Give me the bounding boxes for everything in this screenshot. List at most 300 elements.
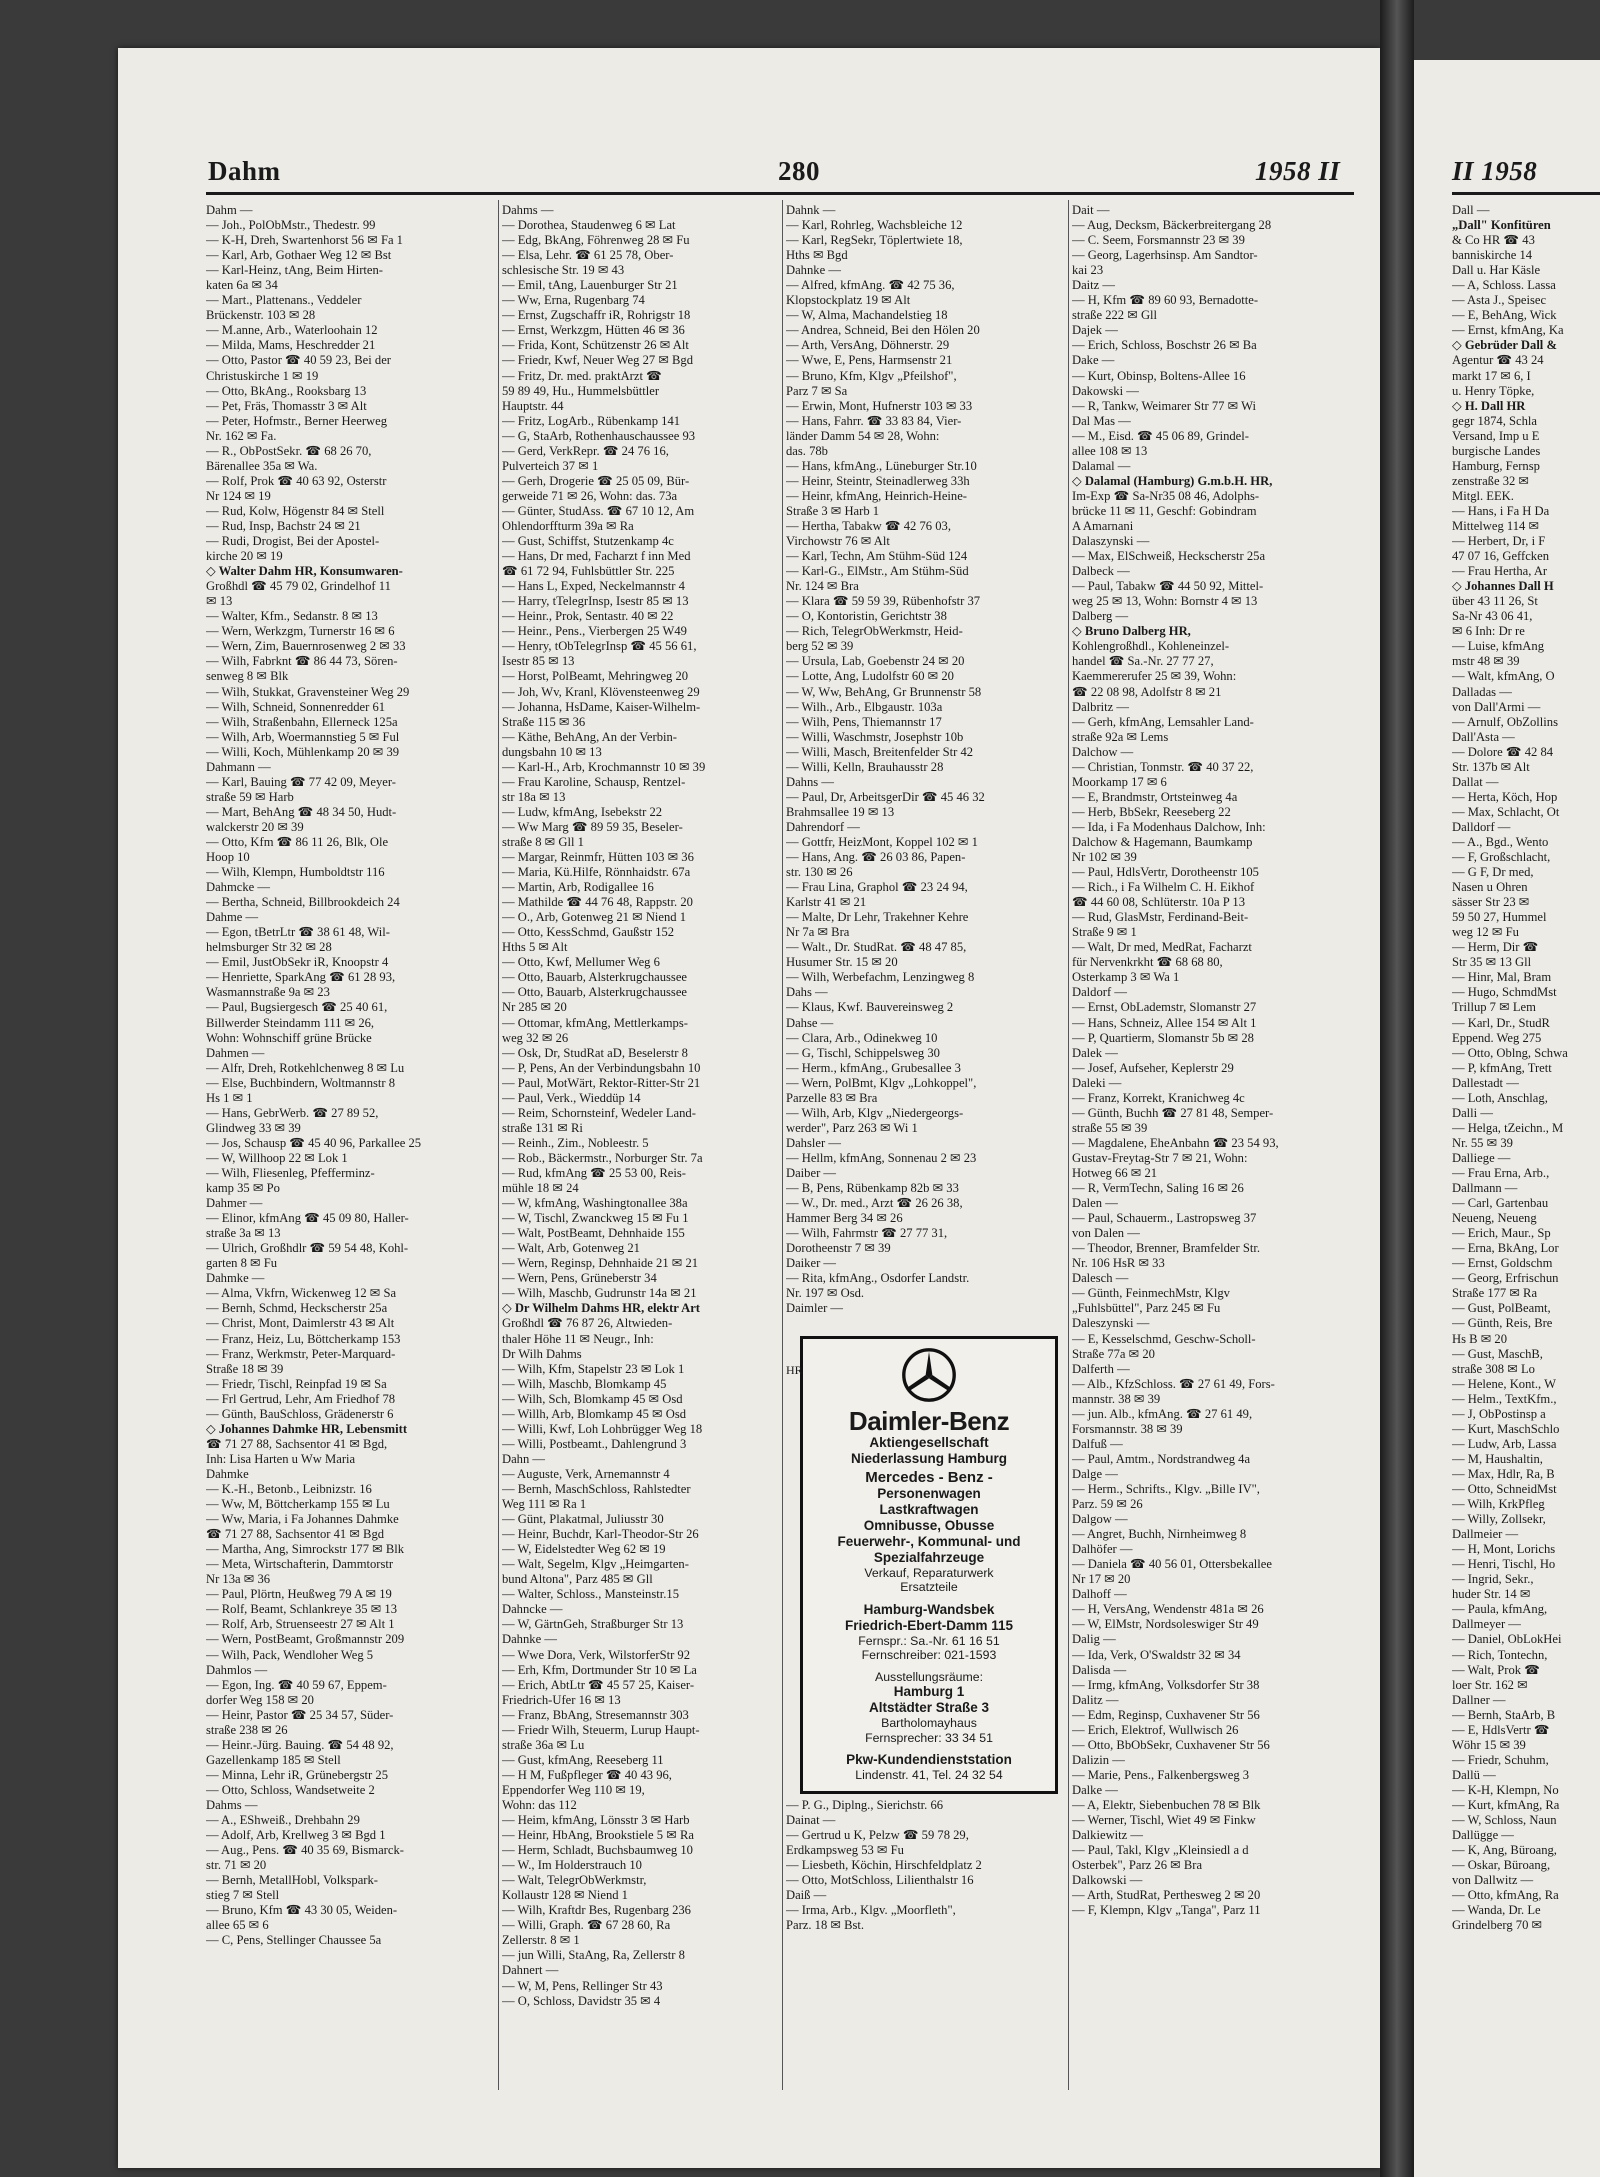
book-gutter — [1380, 0, 1414, 2177]
directory-entry: Dahm — — [206, 203, 253, 217]
directory-entry: — P, Pens, An der Verbindungsbahn 10 — [502, 1060, 701, 1075]
directory-entry: Daiker — — [786, 1256, 837, 1271]
directory-entry: huder Str. 14 ✉ — [1452, 1587, 1531, 1602]
directory-entry: kamp 35 ✉ Po — [206, 1181, 280, 1196]
directory-entry: Hths 5 ✉ Alt — [502, 940, 568, 955]
directory-entry: — Georg, Erfrischun — [1452, 1271, 1559, 1286]
directory-entry: — Hans, i Fa H Da — [1452, 503, 1550, 518]
directory-entry: Kaemmererufer 25 ✉ 39, Wohn: — [1072, 669, 1237, 684]
directory-entry: — Otto, MotSchloss, Lilienthalstr 16 — [786, 1872, 974, 1887]
directory-entry: — Herbert, Dr, i F — [1452, 534, 1546, 549]
directory-entry: Wöhr 15 ✉ 39 — [1452, 1737, 1526, 1752]
directory-entry: — Frau Karoline, Schausp, Rentzel- — [502, 774, 686, 789]
directory-entry: Daiber — — [786, 1166, 837, 1180]
directory-entry: Isestr 85 ✉ 13 — [502, 654, 575, 669]
directory-entry: — P, Quartierm, Slomanstr 5b ✉ 28 — [1072, 1030, 1254, 1045]
directory-entry: ☎ 71 27 88, Sachsentor 41 ✉ Bgd — [206, 1527, 385, 1542]
directory-entry: dungsbahn 10 ✉ 13 — [502, 744, 602, 759]
directory-entry: — F, Großschlacht, — [1452, 850, 1551, 865]
directory-entry: — Frl Gertrud, Lehr, Am Friedhof 78 — [206, 1391, 396, 1406]
directory-entry: Parz 7 ✉ Sa — [786, 383, 848, 398]
directory-entry: — Rolf, Prok ☎ 40 63 92, Osterstr — [206, 473, 387, 488]
directory-entry: Hotweg 66 ✉ 21 — [1072, 1166, 1158, 1180]
directory-entry: — Ludw, kfmAng, Isebekstr 22 — [502, 804, 663, 819]
directory-entry: — Wwe, E, Pens, Harmsenstr 21 — [786, 353, 953, 368]
directory-entry: — F, Klempn, Klgv „Tanga", Parz 11 — [1072, 1903, 1261, 1918]
directory-entry: — Christ, Mont, Daimlerstr 43 ✉ Alt — [206, 1316, 395, 1331]
directory-entry: — Wilh, Maschb, Gudrunstr 14a ✉ 21 — [502, 1286, 697, 1301]
directory-entry: markt 17 ✉ 6, I — [1452, 368, 1531, 383]
ad-showroom: Bartholomayhaus — [881, 1716, 977, 1731]
directory-entry: — Friedr, Schuhm, — [1452, 1752, 1549, 1767]
directory-entry: — Walt, Prok ☎ — [1452, 1662, 1540, 1677]
directory-entry: — H, VersAng, Wendenstr 481a ✉ 26 — [1072, 1602, 1264, 1617]
directory-entry: — Angret, Buchh, Nirnheimweg 8 — [1072, 1527, 1247, 1542]
directory-entry: — Walt, Arb, Gotenweg 21 — [502, 1241, 640, 1256]
ad-product-line: Omnibusse, Obusse — [863, 1517, 995, 1533]
directory-entry: Wohn: das 112 — [502, 1797, 577, 1812]
directory-entry: — Walter, Schloss., Mansteinstr.15 — [502, 1587, 680, 1602]
directory-entry: — J, ObPostinsp a — [1452, 1406, 1546, 1421]
directory-entry: — Andrea, Schneid, Bei den Hölen 20 — [786, 323, 980, 338]
directory-entry: — Bertha, Schneid, Billbrookdeich 24 — [206, 895, 400, 910]
directory-entry: — Max, Schlacht, Ot — [1452, 804, 1560, 819]
directory-entry: Dalig — — [1072, 1632, 1116, 1647]
directory-entry: Osterbek", Parz 26 ✉ Bra — [1072, 1858, 1203, 1873]
directory-entry: — Gust, PolBeamt, — [1452, 1301, 1551, 1316]
ad-product-line: Feuerwehr-, Kommunal- und — [837, 1533, 1021, 1549]
directory-entry: von Dallwitz — — [1452, 1873, 1534, 1888]
directory-entry: Dalladas — — [1452, 684, 1512, 699]
directory-entry: — G, Tischl, Schippelsweg 30 — [786, 1045, 940, 1060]
directory-entry: über 43 11 26, St — [1452, 594, 1538, 609]
directory-entry: ☎ 22 08 98, Adolfstr 8 ✉ 21 — [1072, 684, 1222, 699]
directory-entry: — Aug, Decksm, Bäckerbreitergang 28 — [1072, 218, 1272, 233]
directory-entry: str. 71 ✉ 20 — [206, 1858, 267, 1873]
directory-entry: Ohlendorffturm 39a ✉ Ra — [502, 518, 634, 533]
directory-entry: — Heim, kfmAng, Lönsstr 3 ✉ Harb — [502, 1813, 690, 1828]
directory-entry: — Elinor, kfmAng ☎ 45 09 80, Haller- — [206, 1211, 409, 1226]
directory-entry: — Helm., TextKfm., — [1452, 1391, 1557, 1406]
directory-entry: 59 50 27, Hummel — [1452, 910, 1547, 925]
directory-entry: — Emil, JustObSekr iR, Knoopstr 4 — [206, 955, 389, 970]
directory-entry: — Ludw, Arb, Lassa — [1452, 1436, 1557, 1451]
ad-address: Friedrich-Ebert-Damm 115 — [844, 1617, 1014, 1633]
directory-entry: — Else, Buchbindern, Woltmannstr 8 — [206, 1075, 396, 1090]
directory-entry: — Willi, Kwf, Loh Lohbrügger Weg 18 — [502, 1421, 703, 1436]
directory-entry: — W, ElMstr, Nordsoleswiger Str 49 — [1072, 1617, 1259, 1632]
directory-entry: Mittelweg 114 ✉ — [1452, 518, 1540, 533]
directory-entry: Dahmke — [206, 1466, 249, 1481]
directory-entry: Weg 111 ✉ Ra 1 — [502, 1497, 587, 1512]
directory-entry: Nr. 162 ✉ Fa. — [206, 428, 277, 443]
directory-entry: Dahnk — — [786, 203, 836, 217]
directory-entry: — Ww, M, Böttcherkamp 155 ✉ Lu — [206, 1497, 390, 1512]
directory-entry: Großhdl ☎ 45 79 02, Grindelhof 11 — [206, 579, 391, 594]
directory-entry: — Friedr, Tischl, Reinpfad 19 ✉ Sa — [206, 1376, 387, 1391]
directory-entry: Dallestadt — — [1452, 1075, 1519, 1090]
directory-entry: — Rud, Kolw, Högenstr 84 ✉ Stell — [206, 503, 385, 518]
next-page-rule — [1452, 192, 1600, 195]
directory-entry: — H, Mont, Lorichs — [1452, 1542, 1556, 1557]
directory-entry: — Erh, Kfm, Dortmunder Str 10 ✉ La — [502, 1662, 697, 1677]
directory-entry: Dalchow & Hagemann, Baumkamp — [1072, 834, 1253, 849]
directory-entry: — Ottomar, kfmAng, Mettlerkamps- — [502, 1015, 688, 1030]
directory-entry: — Martha, Ang, Simrockstr 177 ✉ Blk — [206, 1542, 405, 1557]
directory-entry: Parzelle 83 ✉ Bra — [786, 1090, 878, 1105]
directory-entry: — Hans L, Exped, Neckelmannstr 4 — [502, 579, 685, 594]
directory-entry: — E, Brandmstr, Ortsteinweg 4a — [1072, 789, 1238, 804]
directory-entry: — Ernst, Werkzgm, Hütten 46 ✉ 36 — [502, 323, 685, 338]
directory-entry: — Erich, Schloss, Boschstr 26 ✉ Ba — [1072, 338, 1257, 353]
directory-entry: — Arnulf, ObZollins — [1452, 714, 1558, 729]
directory-entry: — Herm, Dir ☎ — [1452, 940, 1539, 955]
directory-entry: — Walt, Segelm, Klgv „Heimgarten- — [502, 1557, 689, 1572]
directory-entry: — Gerh, kfmAng, Lemsahler Land- — [1072, 714, 1254, 729]
directory-entry: — Paul, Amtm., Nordstrandweg 4a — [1072, 1451, 1251, 1466]
page-number: 280 — [778, 156, 820, 186]
directory-entry: Dainat — — [786, 1812, 836, 1827]
directory-entry: ✉ 13 — [206, 594, 233, 609]
directory-entry: — Heinr, HbAng, Brookstiele 5 ✉ Ra — [502, 1828, 694, 1843]
ad-showroom: Fernsprecher: 33 34 51 — [865, 1730, 993, 1745]
column-1 — [206, 203, 498, 2083]
directory-entry: — Alfr, Dreh, Rotkehlchenweg 8 ✉ Lu — [206, 1060, 405, 1075]
directory-entry: Dallü — — [1452, 1767, 1496, 1782]
directory-entry: — Käthe, BehAng, An der Verbin- — [502, 729, 677, 744]
directory-entry: — Carl, Gartenbau — [1452, 1196, 1549, 1211]
directory-entry: — Paula, kfmAng, — [1452, 1602, 1548, 1617]
directory-entry: u. Henry Töpke, — [1452, 383, 1535, 398]
directory-entry: mannstr. 38 ✉ 39 — [1072, 1391, 1161, 1406]
directory-entry: — Otto, Pastor ☎ 40 59 23, Bei der — [206, 353, 391, 368]
directory-entry: — Ernst, kfmAng, Ka — [1452, 323, 1564, 338]
column-5 — [1452, 203, 1600, 2083]
directory-entry: — jun. Alb., kfmAng. ☎ 27 61 49, — [1072, 1406, 1253, 1421]
directory-entry: — Rita, kfmAng., Osdorfer Landstr. — [786, 1271, 970, 1286]
directory-entry: Dallat — — [1452, 774, 1499, 789]
directory-entry: — Georg, Lagerhsinsp. Am Sandtor- — [1072, 248, 1258, 263]
directory-entry: Dajek — — [1072, 323, 1118, 338]
directory-entry: — Meta, Wirtschafterin, Dammtorstr — [206, 1557, 394, 1572]
directory-entry: Versand, Imp u E — [1452, 428, 1540, 443]
directory-entry: Straße 115 ✉ 36 — [502, 714, 586, 729]
directory-entry: Dalferth — — [1072, 1361, 1130, 1376]
directory-entry: — Karl-Heinz, tAng, Beim Hirten- — [206, 263, 383, 278]
directory-entry: — Karl-H., Arb, Krochmannstr 10 ✉ 39 — [502, 759, 706, 774]
directory-entry: — Günter, StudAss. ☎ 67 10 12, Am — [502, 503, 695, 518]
directory-entry: weg 12 ✉ Fu — [1452, 925, 1519, 940]
directory-entry: — Karl, Techn, Am Stühm-Süd 124 — [786, 549, 968, 564]
directory-entry: — Daniela ☎ 40 56 01, Ottersbekallee — [1072, 1557, 1272, 1572]
directory-entry: Dalke — — [1072, 1782, 1118, 1797]
directory-entry: straße 3a ✉ 13 — [206, 1226, 281, 1241]
directory-entry: Dalchow — — [1072, 744, 1134, 759]
directory-entry: — Paul, Tabakw ☎ 44 50 92, Mittel- — [1072, 579, 1264, 594]
directory-entry: — Joh, Wv, Kranl, Klövensteenweg 29 — [502, 684, 700, 699]
directory-entry: Dalgow — — [1072, 1512, 1128, 1527]
directory-entry: Dall u. Har Käsle — [1452, 263, 1541, 278]
directory-entry: „Dall" Konfitüren — [1452, 218, 1551, 233]
directory-entry: — G F, Dr med, — [1452, 865, 1534, 880]
directory-entry: — Rud, kfmAng ☎ 25 53 00, Reis- — [502, 1166, 686, 1180]
directory-entry: — E, Kesselschmd, Geschw-Scholl- — [1072, 1331, 1256, 1346]
column-2 — [502, 203, 794, 2083]
directory-entry: Straße 77a ✉ 20 — [1072, 1346, 1155, 1361]
directory-entry: länder Damm 54 ✉ 28, Wohn: — [786, 428, 940, 443]
directory-entry: — Maria, Kü.Hilfe, Rönnhaidstr. 67a — [502, 865, 691, 880]
directory-entry: Dall'Asta — — [1452, 729, 1515, 744]
directory-entry: — Hans, kfmAng., Lüneburger Str.10 — [786, 458, 977, 473]
directory-entry: Dallmann — — [1452, 1181, 1518, 1196]
directory-entry: — Hans, Schneiz, Allee 154 ✉ Alt 1 — [1072, 1015, 1257, 1030]
directory-entry: 59 89 49, Hu., Hummelsbüttler — [502, 383, 660, 398]
directory-entry: Daitz — — [1072, 278, 1116, 293]
directory-entry: — Milda, Mams, Heschredder 21 — [206, 338, 376, 353]
directory-entry: — Rudi, Drogist, Bei der Apostel- — [206, 534, 380, 549]
directory-entry: Hoop 10 — [206, 850, 250, 865]
directory-entry: — Rob., Bäckermstr., Norburger Str. 7a — [502, 1150, 703, 1165]
directory-entry: ◇ Gebrüder Dall & — [1452, 338, 1557, 353]
directory-entry: — Paul, Takl, Klgv „Kleinsiedl a d — [1072, 1843, 1249, 1858]
directory-entry: ☎ 71 27 88, Sachsentor 41 ✉ Bgd, — [206, 1436, 388, 1451]
directory-entry: — Karl-G., ElMstr., Am Stühm-Süd — [786, 564, 969, 579]
directory-entry: Dahms — — [206, 1797, 258, 1812]
directory-entry: str 18a ✉ 13 — [502, 789, 566, 804]
directory-entry: — Heinr., Prok, Sentastr. 40 ✉ 22 — [502, 609, 674, 624]
directory-entry: — Bernh, MaschSchloss, Rahlstedter — [502, 1481, 691, 1496]
directory-entry — [786, 1316, 1064, 1331]
directory-entry: — Heinr, kfmAng, Heinrich-Heine- — [786, 488, 967, 503]
directory-entry: — Henriette, SparkAng ☎ 61 28 93, — [206, 970, 396, 985]
directory-entry: Dahmer — — [206, 1196, 263, 1211]
directory-entry: mstr 48 ✉ 39 — [1452, 654, 1520, 669]
directory-entry: — Ww Marg ☎ 89 59 35, Beseler- — [502, 819, 683, 834]
directory-entry: — Malte, Dr Lehr, Trakehner Kehre — [786, 910, 969, 925]
directory-entry: — Otto, Oblng, Schwa — [1452, 1045, 1568, 1060]
directory-entry: — W, Ww, BehAng, Gr Brunnenstr 58 — [786, 684, 982, 699]
directory-entry: Dalfuß — — [1072, 1436, 1123, 1451]
directory-entry: — Willi, Masch, Breitenfelder Str 42 — [786, 744, 974, 759]
directory-entry: — Karl, Rohrleg, Wachsbleiche 12 — [786, 218, 963, 233]
directory-entry: — Egon, tBetrLtr ☎ 38 61 48, Wil- — [206, 925, 390, 940]
directory-entry: Dalek — — [1072, 1045, 1118, 1060]
directory-entry: — Otto, kfmAng, Ra — [1452, 1888, 1559, 1903]
directory-entry: — Wilh., Arb., Elbgaustr. 103a — [786, 699, 943, 714]
directory-entry: — Harry, tTelegrInsp, Isestr 85 ✉ 13 — [502, 594, 689, 609]
directory-entry: — jun Willi, StaAng, Ra, Zellerstr 8 — [502, 1948, 685, 1963]
directory-entry: — Klaus, Kwf. Bauvereinsweg 2 — [786, 1000, 954, 1015]
ad-service-station: Pkw-Kundendienststation — [846, 1752, 1012, 1768]
hr-mark: HR — [786, 1363, 803, 1377]
directory-entry: — Ida, i Fa Modenhaus Dalchow, Inh: — [1072, 819, 1266, 834]
directory-entry: — W., Dr. med., Arzt ☎ 26 26 38, — [786, 1196, 963, 1211]
directory-entry: von Dalen — — [1072, 1226, 1140, 1241]
directory-entry: kirche 20 ✉ 19 — [206, 549, 283, 564]
directory-entry: Brückenstr. 103 ✉ 28 — [206, 308, 316, 323]
directory-entry: — Heinr, Pastor ☎ 25 34 57, Süder- — [206, 1707, 394, 1722]
directory-entry: — Joh., PolObMstr., Thedestr. 99 — [206, 218, 376, 233]
directory-entry: — Fritz, Dr. med. praktArzt ☎ — [502, 368, 662, 383]
directory-entry: — Wilh, KrkPfleg — [1452, 1497, 1545, 1512]
header-rule — [206, 192, 1354, 195]
directory-entry: — Ww, Erna, Rugenbarg 74 — [502, 293, 645, 308]
directory-entry: sässer Str 23 ✉ — [1452, 895, 1530, 910]
directory-entry: — Walt., Dr. StudRat. ☎ 48 47 85, — [786, 940, 967, 955]
directory-entry: — Hans, Fahrr. ☎ 33 83 84, Vier- — [786, 413, 962, 428]
ad-service: Verkauf, Reparaturwerk — [864, 1565, 994, 1580]
directory-entry: — P, kfmAng, Trett — [1452, 1060, 1552, 1075]
directory-entry: — K, Ang, Büroang, — [1452, 1843, 1557, 1858]
mercedes-star-icon — [901, 1347, 957, 1403]
directory-entry: Nr. 124 ✉ Bra — [786, 579, 859, 594]
directory-entry: — Paul, MotWärt, Rektor-Ritter-Str 21 — [502, 1075, 701, 1090]
directory-entry: Neueng, Neueng — [1452, 1211, 1537, 1226]
directory-entry: — Hugo, SchmdMst — [1452, 985, 1557, 1000]
ad-showroom: Hamburg 1 — [893, 1684, 965, 1700]
directory-entry: — Arth, StudRat, Perthesweg 2 ✉ 20 — [1072, 1888, 1261, 1903]
directory-entry: banniskirche 14 — [1452, 248, 1533, 263]
directory-entry: — Hans, Ang. ☎ 26 03 86, Papen- — [786, 850, 966, 865]
directory-entry: — Karl, Bauing ☎ 77 42 09, Meyer- — [206, 774, 396, 789]
directory-entry: Dait — — [1072, 203, 1110, 217]
directory-entry: — Elsa, Lehr. ☎ 61 25 78, Ober- — [502, 248, 674, 263]
directory-entry: — Heinr, Buchdr, Karl-Theodor-Str 26 — [502, 1527, 699, 1542]
directory-entry: — Otto, Kfm ☎ 86 11 26, Blk, Ole — [206, 834, 389, 849]
directory-entry: — Günth, FeinmechMstr, Klgv — [1072, 1286, 1230, 1301]
directory-entry: — Pet, Fräs, Thomasstr 3 ✉ Alt — [206, 398, 367, 413]
directory-entry: Dahnert — — [502, 1963, 559, 1978]
directory-entry: — W, Tischl, Zwanckweg 15 ✉ Fu 1 — [502, 1211, 689, 1226]
directory-entry: Daleszynski — — [1072, 1316, 1150, 1331]
directory-entry: — Dolore ☎ 42 84 — [1452, 744, 1554, 759]
directory-entry: Dalamal — — [1072, 458, 1131, 473]
directory-entry: — Willi, Graph. ☎ 67 28 60, Ra — [502, 1918, 671, 1933]
directory-entry: — Wern, PostBeamt, Großmannstr 209 — [206, 1632, 405, 1647]
directory-entry: Nr 7a ✉ Bra — [786, 925, 850, 940]
directory-entry: — Rolf, Beamt, Schlankreye 35 ✉ 13 — [206, 1602, 398, 1617]
directory-entry: Dahmcke — — [206, 880, 270, 895]
directory-entry: — Hinr, Mal, Bram — [1452, 970, 1552, 985]
directory-entry: — Karl, RegSekr, Töplertwiete 18, — [786, 233, 963, 248]
directory-entry: — Gertrud u K, Pelzw ☎ 59 78 29, — [786, 1827, 969, 1842]
directory-entry: Dalhoff — — [1072, 1587, 1127, 1602]
directory-entry: — Otto, KessSchmd, Gaußstr 152 — [502, 925, 675, 940]
directory-entry: — Irmg, kfmAng, Volksdorfer Str 38 — [1072, 1677, 1260, 1692]
directory-entry: Dahs — — [786, 985, 828, 1000]
directory-entry: schlesische Str. 19 ✉ 43 — [502, 263, 625, 278]
directory-entry: ◇ Bruno Dalberg HR, — [1072, 624, 1191, 639]
directory-entry: — M.anne, Arb., Waterloohain 12 — [206, 323, 378, 338]
directory-entry: — B, Pens, Rübenkamp 82b ✉ 33 — [786, 1181, 959, 1196]
directory-entry: — Rich, TelegrObWerkmstr, Heid- — [786, 624, 963, 639]
directory-entry: — Herm., kfmAng., Grubesallee 3 — [786, 1060, 961, 1075]
directory-entry: — C, Pens, Stellinger Chaussee 5a — [206, 1933, 382, 1948]
directory-entry: allee 108 ✉ 13 — [1072, 443, 1148, 458]
directory-entry: Dahsler — — [786, 1135, 841, 1150]
directory-entry: Hamburg, Fernsp — [1452, 458, 1540, 473]
directory-entry: Dahncke — — [502, 1602, 563, 1617]
directory-entry: Glindweg 33 ✉ 39 — [206, 1120, 301, 1135]
directory-entry: straße 308 ✉ Lo — [1452, 1361, 1535, 1376]
directory-entry: — Herm, Schladt, Buchsbaumweg 10 — [502, 1843, 693, 1858]
ad-product: Mercedes - Benz - — [865, 1468, 993, 1486]
directory-entry: — Willy, Zollsekr, — [1452, 1512, 1546, 1527]
directory-entry: — Paul, HdlsVertr, Dorotheenstr 105 — [1072, 865, 1259, 880]
directory-entry: — Wern, Werkzgm, Turnerstr 16 ✉ 6 — [206, 624, 395, 639]
directory-entry: — Ernst, Zugschaffr iR, Rohrigstr 18 — [502, 308, 691, 323]
directory-entry: kai 23 — [1072, 263, 1104, 278]
directory-entry: — K-H, Dreh, Swartenhorst 56 ✉ Fa 1 — [206, 233, 403, 248]
directory-entry: — Bernh, Schmd, Heckscherstr 25a — [206, 1301, 388, 1316]
directory-entry: Straße 3 ✉ Harb 1 — [786, 503, 880, 518]
directory-entry: — Günth, Buchh ☎ 27 81 48, Semper- — [1072, 1105, 1274, 1120]
directory-entry: straße 238 ✉ 26 — [206, 1722, 288, 1737]
directory-entry: — Kurt, MaschSchlo — [1452, 1421, 1560, 1436]
directory-entry: Großhdl ☎ 76 87 26, Altwieden- — [502, 1316, 673, 1331]
directory-entry: — Max, Hdlr, Ra, B — [1452, 1466, 1555, 1481]
directory-entry: loer Str. 162 ✉ — [1452, 1677, 1528, 1692]
directory-entry: senweg 8 ✉ Blk — [206, 669, 289, 684]
directory-entry: Erdkampsweg 53 ✉ Fu — [786, 1842, 904, 1857]
directory-entry: — Gottfr, HeizMont, Koppel 102 ✉ 1 — [786, 834, 978, 849]
directory-entry: — W, M, Pens, Rellinger Str 43 — [502, 1978, 663, 1993]
directory-entry: — Werner, Tischl, Wiet 49 ✉ Finkw — [1072, 1813, 1256, 1828]
directory-entry: Hs B ✉ 20 — [1452, 1331, 1507, 1346]
ad-showroom: Altstädter Straße 3 — [868, 1700, 990, 1716]
directory-entry: das. 78b — [786, 443, 828, 458]
directory-entry: — Theodor, Brenner, Bramfelder Str. — [1072, 1241, 1260, 1256]
directory-entry: — Horst, PolBeamt, Mehringweg 20 — [502, 669, 689, 684]
directory-entry: straße 8 ✉ Gll 1 — [502, 834, 584, 849]
directory-entry: — Bernh, MetallHobl, Volkspark- — [206, 1873, 378, 1888]
directory-entry: — Gust, Schiffst, Stutzenkamp 4c — [502, 534, 674, 549]
directory-entry: Dalesch — — [1072, 1271, 1129, 1286]
directory-entry: — W, kfmAng, Washingtonallee 38a — [502, 1196, 688, 1211]
directory-entry: — Willi, Koch, Mühlenkamp 20 ✉ 39 — [206, 744, 400, 759]
directory-entry: Dallmeier — — [1452, 1527, 1519, 1542]
directory-entry: — Asta J., Speisec — [1452, 293, 1547, 308]
directory-entry: — Adolf, Arb, Krellweg 3 ✉ Bgd 1 — [206, 1828, 386, 1843]
directory-entry: — Franz, Werkmstr, Peter-Marquard- — [206, 1346, 396, 1361]
directory-entry: Eppendorfer Weg 110 ✉ 19, — [502, 1782, 645, 1797]
directory-entry: Dalli — — [1452, 1105, 1493, 1120]
directory-entry: — Rich, Tontechn, — [1452, 1647, 1548, 1662]
directory-entry: — Mart, BehAng ☎ 48 34 50, Hudt- — [206, 804, 397, 819]
directory-entry: Straße 18 ✉ 39 — [206, 1361, 284, 1376]
directory-entry: Dahmlos — — [206, 1662, 268, 1677]
directory-entry: — Hans, GebrWerb. ☎ 27 89 52, — [206, 1105, 379, 1120]
directory-entry: Daimler — — [786, 1301, 844, 1316]
directory-entry: — K-H, Klempn, No — [1452, 1782, 1559, 1797]
directory-entry: — Alfred, kfmAng. ☎ 42 75 36, — [786, 278, 955, 293]
directory-entry: Osterkamp 3 ✉ Wa 1 — [1072, 970, 1180, 985]
ad-product-line: Spezialfahrzeuge — [873, 1549, 985, 1565]
directory-entry: Nr 285 ✉ 20 — [502, 1000, 567, 1015]
directory-entry: — W, Alma, Machandelstieg 18 — [786, 308, 948, 323]
directory-entry: „Fuhlsbüttel", Parz 245 ✉ Fu — [1072, 1301, 1221, 1316]
directory-entry: Str 35 ✉ 13 Gll — [1452, 955, 1532, 970]
directory-entry: — Daniel, ObLokHei — [1452, 1632, 1562, 1647]
directory-entry: brücke 11 ✉ 11, Geschf: Gobindram — [1072, 503, 1257, 518]
directory-entry: — Wilh, Fahrmstr ☎ 27 77 31, — [786, 1226, 948, 1241]
directory-entry: Pulverteich 37 ✉ 1 — [502, 458, 599, 473]
directory-entry: — Frau Erna, Arb., — [1452, 1166, 1550, 1180]
column-rule — [498, 200, 499, 2090]
directory-entry: Dalberg — — [1072, 609, 1129, 624]
directory-entry: Eppend. Weg 275 — [1452, 1030, 1542, 1045]
directory-entry: von Dall'Armi — — [1452, 699, 1541, 714]
